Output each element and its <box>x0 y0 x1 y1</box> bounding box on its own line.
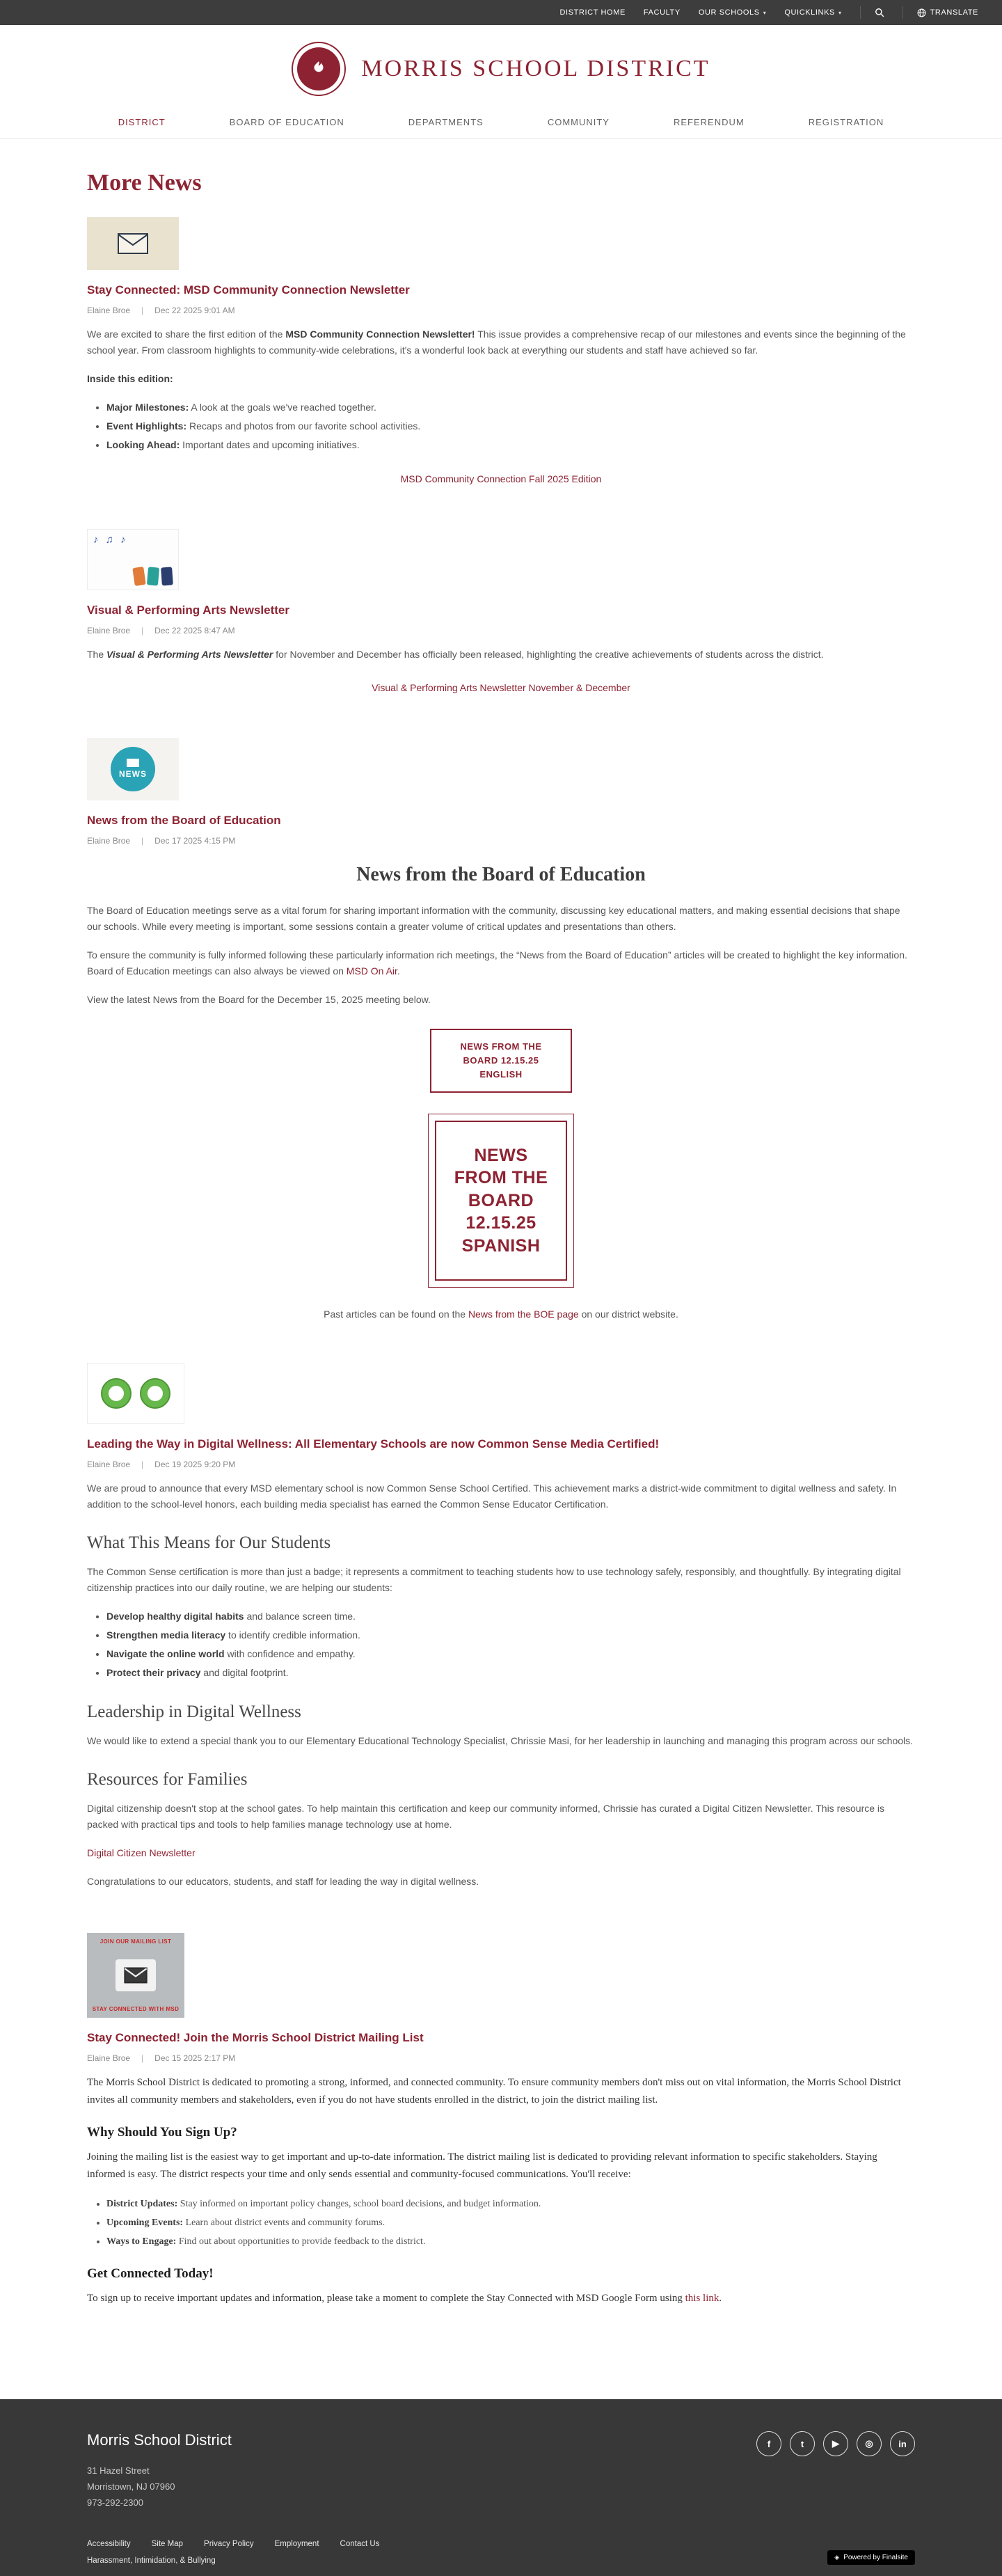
district-home-link[interactable]: DISTRICT HOME <box>559 8 626 17</box>
privacy-policy-link[interactable]: Privacy Policy <box>204 2540 254 2549</box>
instagram-icon[interactable]: ◎ <box>857 2431 882 2456</box>
list-item: • Strengthen media literacy to identify credible information. <box>106 1627 915 1644</box>
site-header <box>0 25 1002 106</box>
footer-links <box>87 2540 379 2565</box>
finalsite-logo-icon: ◈ <box>834 2554 840 2561</box>
figure-decoration <box>161 567 173 585</box>
figure-decoration <box>147 567 159 585</box>
our-schools-label: OUR SCHOOLS <box>698 8 760 17</box>
envelope-icon <box>124 1967 148 1984</box>
site-footer <box>0 2399 1002 2576</box>
figure-decoration <box>132 567 145 586</box>
nav-departments[interactable]: DEPARTMENTS <box>408 117 484 127</box>
msd-on-air-link[interactable]: MSD On Air <box>346 965 397 977</box>
translate-label: TRANSLATE <box>930 8 978 17</box>
news-badge-icon <box>111 747 155 791</box>
nav-district[interactable]: DISTRICT <box>118 117 166 127</box>
newsletter-cta <box>87 473 915 486</box>
article-performing-arts <box>87 529 915 695</box>
board-news-heading: News from the Board of Education <box>356 863 646 885</box>
article-title-link[interactable]: Visual & Performing Arts Newsletter <box>87 603 289 617</box>
byline-separator: | <box>141 2053 144 2063</box>
translate-button[interactable] <box>902 6 978 19</box>
linkedin-icon[interactable]: in <box>890 2431 915 2456</box>
byline-separator: | <box>141 305 144 315</box>
article-thumbnail[interactable] <box>87 217 179 270</box>
paragraph: Digital citizenship doesn't stop at the school gates. To help maintain this certification and keep our community informed, Chrissie has curated a Digital Citizen Newsletter. This resource is packed with practical tips and tools to help families manage technology use at home. <box>87 1802 885 1830</box>
footer-contact <box>87 2431 232 2511</box>
article-thumbnail[interactable] <box>87 738 179 800</box>
list-item: • District Updates: Stay informed on important policy changes, school board decisions, and budget information. <box>106 2196 915 2213</box>
google-form-link[interactable]: this link <box>685 2293 719 2305</box>
date: Dec 17 2025 4:15 PM <box>154 835 236 846</box>
address-line-1: 31 Hazel Street <box>87 2465 150 2476</box>
footer-bottom <box>87 2540 915 2565</box>
contact-us-link[interactable]: Contact Us <box>340 2540 380 2549</box>
chevron-down-icon: ▾ <box>838 9 842 16</box>
nav-referendum[interactable]: REFERENDUM <box>673 117 745 127</box>
news-from-boe-page-link[interactable]: News from the BOE page <box>468 1309 579 1320</box>
employment-link[interactable]: Employment <box>274 2540 319 2549</box>
facebook-icon[interactable]: f <box>756 2431 781 2456</box>
paragraph: The Morris School District is dedicated to promoting a strong, informed, and connected community. To ensure community members don't miss out on vital information, the Morris School District invites all community members and stakeholders, even if you do not have students enrolled in the district, to join the district mailing list. <box>87 2076 901 2105</box>
byline <box>87 306 915 315</box>
newsletter-cta <box>87 682 915 695</box>
author: Elaine Broe <box>87 625 131 635</box>
section-heading: What This Means for Our Students <box>87 1533 331 1553</box>
paragraph: The Visual & Performing Arts Newsletter for November and December has officially been released, highlighting the creative achievements of students across the district. <box>87 648 824 660</box>
footer-top <box>87 2431 915 2511</box>
site-title[interactable]: MORRIS SCHOOL DISTRICT <box>361 56 710 81</box>
paragraph: We are excited to share the first edition of the MSD Community Connection Newsletter! This issue provides a comprehensive recap of our milestones and events since the beginning of the school year. From classroom highlights to community-wide celebrations, it's a wonderful look back at everything our students and staff have achieved so far. <box>87 328 906 356</box>
article-title-link[interactable]: Stay Connected! Join the Morris School District Mailing List <box>87 2031 424 2045</box>
district-logo[interactable] <box>292 42 346 96</box>
paragraph: Joining the mailing list is the easiest way to get important and up-to-date information. The district mailing list is dedicated to providing relevant information to specific stakeholders. Staying informed is easy. The district respects your time and only sends essential and community-focused communications. You'll receive: <box>87 2151 877 2181</box>
main-content <box>87 139 915 2399</box>
district-seal-icon <box>297 47 340 90</box>
faculty-link[interactable]: FACULTY <box>643 8 681 17</box>
byline-separator: | <box>141 835 144 846</box>
byline <box>87 1460 915 1469</box>
digital-wellness-list <box>90 1609 915 1681</box>
date: Dec 22 2025 9:01 AM <box>154 305 235 315</box>
nav-community[interactable]: COMMUNITY <box>547 117 610 127</box>
article-title-link[interactable]: News from the Board of Education <box>87 813 281 827</box>
paragraph: We would like to extend a special thank you to our Elementary Educational Technology Specialist, Chrissie Masi, for her leadership in launching and managing this program across our schools. <box>87 1735 914 1746</box>
article-thumbnail[interactable] <box>87 1933 184 2018</box>
list-item: • Ways to Engage: Find out about opportunities to provide feedback to the district. <box>106 2234 915 2250</box>
site-map-link[interactable]: Site Map <box>151 2540 184 2549</box>
author: Elaine Broe <box>87 2053 131 2063</box>
common-sense-badge-icon <box>140 1378 170 1409</box>
article-board-news <box>87 738 915 1320</box>
board-news-spanish-frame <box>428 1114 574 1288</box>
main-nav <box>0 106 1002 139</box>
search-icon[interactable] <box>860 6 884 19</box>
list-item: • Event Highlights: Recaps and photos from our favorite school activities. <box>106 418 915 435</box>
mailing-benefits-list <box>90 2196 915 2250</box>
article-digital-wellness <box>87 1363 915 1890</box>
board-news-spanish-button[interactable]: NEWS FROM THE BOARD 12.15.25 SPANISH <box>435 1121 567 1281</box>
author: Elaine Broe <box>87 1459 131 1469</box>
our-schools-menu[interactable] <box>699 8 767 17</box>
article-community-connection <box>87 217 915 486</box>
nav-board-of-education[interactable]: BOARD OF EDUCATION <box>229 117 344 127</box>
phone-number[interactable]: 973-292-2300 <box>87 2497 143 2508</box>
fall-2025-edition-link[interactable]: MSD Community Connection Fall 2025 Edition <box>400 473 602 484</box>
arts-newsletter-link[interactable]: Visual & Performing Arts Newsletter November & December <box>372 681 630 693</box>
article-title-link[interactable]: Stay Connected: MSD Community Connection Newsletter <box>87 283 410 297</box>
envelope-icon <box>117 232 149 255</box>
edition-highlights-list <box>90 400 915 453</box>
mailing-thumb-bottom-label: STAY CONNECTED WITH MSD <box>92 2006 180 2013</box>
article-mailing-list <box>87 1933 915 2307</box>
byline-separator: | <box>141 625 144 635</box>
list-item: • Navigate the online world with confidence and empathy. <box>106 1646 915 1663</box>
byline <box>87 2053 915 2063</box>
past-articles-note: Past articles can be found on the News from the BOE page on our district website. <box>324 1309 678 1320</box>
twitter-icon[interactable]: t <box>790 2431 815 2456</box>
digital-citizen-newsletter-link[interactable]: Digital Citizen Newsletter <box>87 1847 196 1858</box>
list-item: • Major Milestones: A look at the goals we've reached together. <box>106 400 915 416</box>
page-title: More News <box>87 170 202 196</box>
accessibility-link[interactable]: Accessibility <box>87 2540 131 2549</box>
footer-links-row <box>87 2557 379 2565</box>
paragraph: To sign up to receive important updates and information, please take a moment to complete the Stay Connected with MSD Google Form using this link. <box>87 2293 722 2305</box>
paragraph: Congratulations to our educators, students, and staff for leading the way in digital wellness. <box>87 1875 479 1887</box>
nav-registration[interactable]: REGISTRATION <box>808 117 884 127</box>
article-thumbnail[interactable] <box>87 1363 184 1424</box>
section-heading: Resources for Families <box>87 1769 248 1789</box>
hib-link[interactable]: Harassment, Intimidation, & Bullying <box>87 2557 216 2566</box>
footer-address <box>87 2463 232 2511</box>
utility-bar <box>0 0 1002 25</box>
list-item: • Looking Ahead: Important dates and upcoming initiatives. <box>106 437 915 454</box>
footer-links-row <box>87 2540 379 2548</box>
address-line-2: Morristown, NJ 07960 <box>87 2481 175 2492</box>
author: Elaine Broe <box>87 835 131 846</box>
date: Dec 15 2025 2:17 PM <box>154 2053 236 2063</box>
globe-icon <box>917 8 926 17</box>
chevron-down-icon: ▾ <box>763 9 767 16</box>
social-links <box>756 2431 915 2456</box>
powered-by-label: Powered by Finalsite <box>843 2554 908 2562</box>
article-title-link[interactable]: Leading the Way in Digital Wellness: All Elementary Schools are now Common Sense Media Certified! <box>87 1437 660 1451</box>
youtube-icon[interactable]: ▶ <box>823 2431 848 2456</box>
paragraph: The Common Sense certification is more than just a badge; it represents a commitment to teaching students how to use technology safely, responsibly, and thoughtfully. By integrating digital citizenship practices into our daily routine, we are helping our students: <box>87 1566 901 1594</box>
paragraph: We are proud to announce that every MSD elementary school is now Common Sense School Certified. This achievement marks a district-wide commitment to digital wellness and safety. In addition to the school-level honors, each building media specialist has earned the Common Sense Educator Certification. <box>87 1482 897 1510</box>
list-item: • Develop healthy digital habits and balance screen time. <box>106 1609 915 1625</box>
document-icon <box>127 759 139 767</box>
date: Dec 22 2025 8:47 AM <box>154 625 235 635</box>
quicklinks-label: QUICKLINKS <box>784 8 835 17</box>
music-notes-icon: ♪ ♫ ♪ <box>93 533 128 546</box>
board-news-english-button[interactable]: NEWS FROM THE BOARD 12.15.25 ENGLISH <box>430 1029 572 1093</box>
paragraph: View the latest News from the Board for the December 15, 2025 meeting below. <box>87 993 431 1005</box>
common-sense-badge-icon <box>101 1378 132 1409</box>
section-heading: Leadership in Digital Wellness <box>87 1702 301 1721</box>
digital-citizen-newsletter-row <box>87 1845 915 1861</box>
powered-by-finalsite-badge[interactable] <box>827 2550 915 2565</box>
section-heading: Why Should You Sign Up? <box>87 2125 237 2140</box>
inside-this-edition-label: Inside this edition: <box>87 373 173 385</box>
article-thumbnail[interactable] <box>87 529 179 590</box>
section-heading: Get Connected Today! <box>87 2266 214 2282</box>
mailing-card <box>116 1959 156 1991</box>
mailing-thumb-top-label: JOIN OUR MAILING LIST <box>100 1938 172 1945</box>
byline-separator: | <box>141 1459 144 1469</box>
byline <box>87 626 915 635</box>
footer-district-name: Morris School District <box>87 2431 232 2449</box>
paragraph: The Board of Education meetings serve as a vital forum for sharing important information with the community, discussing key educational matters, and making essential decisions that shape our schools. While every meeting is important, some sessions contain a greater volume of critical updates and presentations than others. <box>87 904 900 932</box>
author: Elaine Broe <box>87 305 131 315</box>
paragraph: To ensure the community is fully informed following these particularly information rich meetings, the “News from the Board of Education” articles will be created to highlight the key information. Board of Education meetings can also always be viewed on MSD On Air. <box>87 949 907 977</box>
list-item: • Protect their privacy and digital footprint. <box>106 1665 915 1682</box>
quicklinks-menu[interactable] <box>784 8 841 17</box>
date: Dec 19 2025 9:20 PM <box>154 1459 236 1469</box>
news-badge-label: NEWS <box>119 769 147 780</box>
list-item: • Upcoming Events: Learn about district events and community forums. <box>106 2215 915 2231</box>
byline <box>87 836 915 846</box>
